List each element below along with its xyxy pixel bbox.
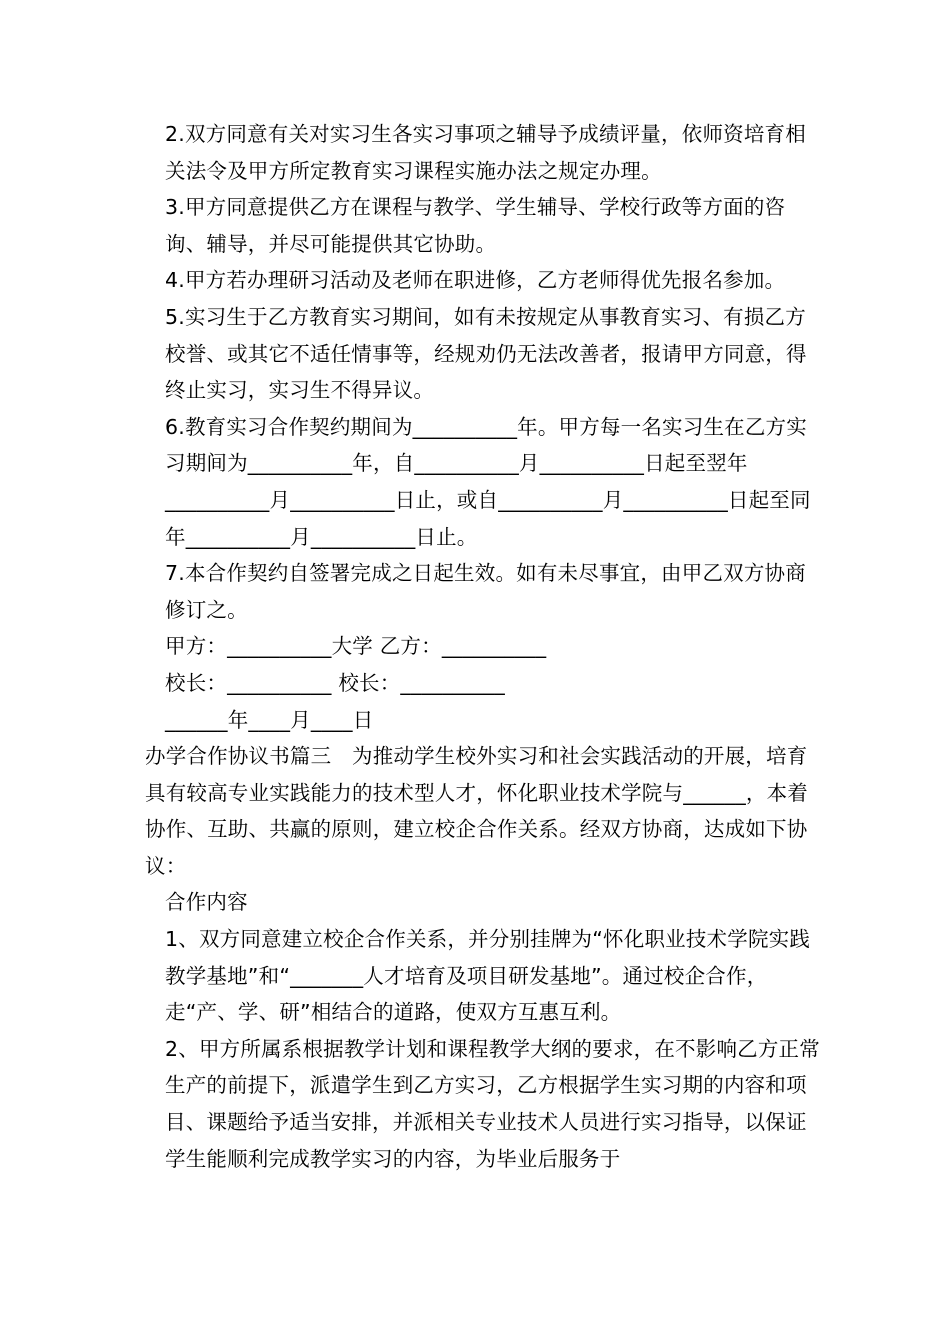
paragraph-item-5: 5.实习生于乙方教育实习期间，如有未按规定从事教育实习、有损乙方校誉、或其它不适任情事等，经规劝仍无法改善者，报请甲方同意，得终止实习，实习生不得异议。 (165, 304, 807, 403)
paragraph-item-2: 2.双方同意有关对实习生各实习事项之辅导予成绩评量，依师资培育相关法令及甲方所定教育实习课程实施办法之规定办理。 (165, 122, 806, 183)
signature-line-principal: 校长：__________ 校长：__________ (165, 670, 505, 695)
section-heading: 合作内容 (165, 890, 248, 915)
paragraph-item-6: 6.教育实习合作契约期间为__________年。甲方每一名实习生在乙方实习期间为__________年，自__________月__________日起至翌年__________月__________日止，或自__________月__________日起至同年__________月__________日止。 (165, 414, 811, 549)
paragraph-item-4: 4.甲方若办理研习活动及老师在职进修，乙方老师得优先报名参加。 (165, 268, 786, 293)
paragraph-item-cooperation-2: 2、甲方所属系根据教学计划和课程教学大纲的要求，在不影响乙方正常生产的前提下，派遣学生到乙方实习，乙方根据学生实习期的内容和项目、课题给予适当安排，并派相关专业技术人员进行实习指导，以保证学生能顺利完成教学实习的内容，为毕业后服务于 (165, 1036, 820, 1171)
document-body (145, 116, 820, 1177)
paragraph-item-cooperation-1: 1、双方同意建立校企合作关系，并分别挂牌为“怀化职业技术学院实践教学基地”和“_______人才培育及项目研发基地”。通过校企合作，走“产、学、研”相结合的道路，使双方互惠互利。 (165, 927, 811, 1025)
paragraph-item-7: 7.本合作契约自签署完成之日起生效。如有未尽事宜，由甲乙双方协商修订之。 (165, 561, 806, 622)
signature-line-date: ______年____月____日 (165, 707, 374, 732)
paragraph-item-3: 3.甲方同意提供乙方在课程与教学、学生辅导、学校行政等方面的咨询、辅导，并尽可能提供其它协助。 (165, 195, 786, 256)
section-intro-paragraph: 办学合作协议书篇三 为推动学生校外实习和社会实践活动的开展，培育具有较高专业实践能力的技术型人才，怀化职业技术学院与______，本着协作、互助、共赢的原则，建立校企合作关系。经双方协商，达成如下协议： (145, 744, 808, 878)
signature-line-party: 甲方：__________大学 乙方：__________ (165, 634, 547, 659)
